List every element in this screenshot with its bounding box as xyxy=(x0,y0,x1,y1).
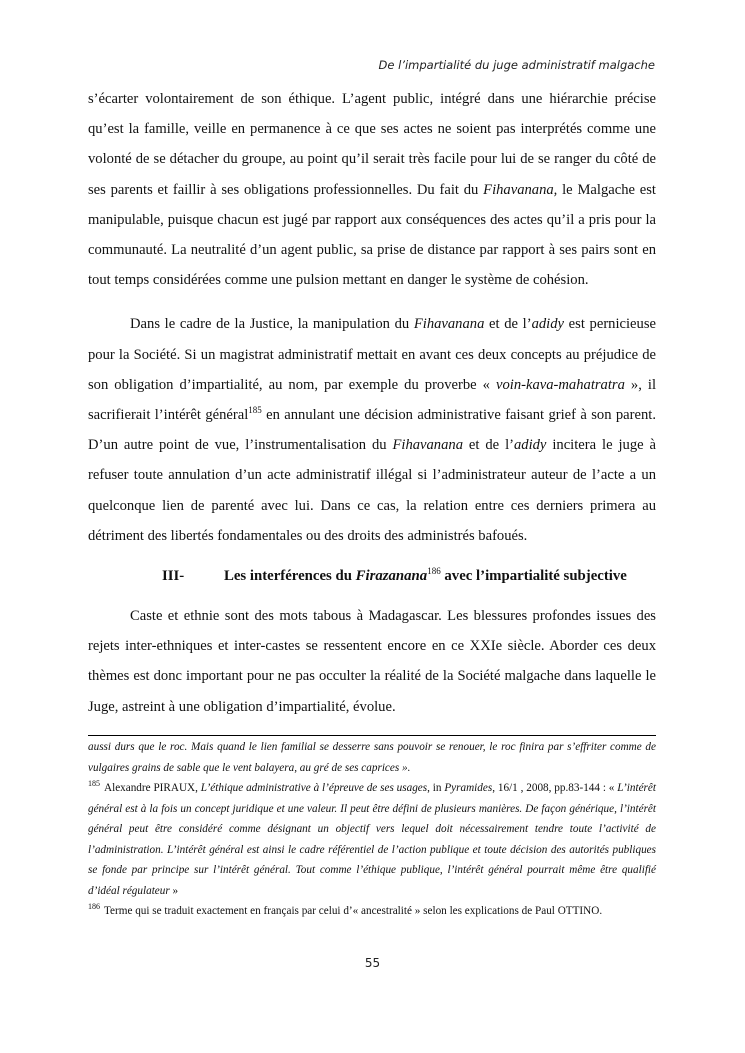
page-number: 55 xyxy=(364,956,381,970)
footnote-ref-185[interactable]: 185 xyxy=(248,405,262,416)
proverb: voin-kava-mahatratra xyxy=(496,376,625,393)
running-header: De l’impartialité du juge administratif malgache xyxy=(378,58,655,72)
paragraph-2: Dans le cadre de la Justice, la manipulation du Fihavanana et de l’adidy est pernicieuse pour la Société. Si un magistrat administratif mettait en avant ces deux concepts au préjudice de son obligation d’impartialité, au nom, par exemple du proverbe « voin-kava-mahatratra », il sacrifierait l’intérêt général$^{185}$ en annulant une décision administrative faisant grief à son parent. D’un autre point de vue, l’instrumentalisation du Fihavanana et de l’adidy incitera le juge à refuser toute annulation d’un acte administratif illégal si l’administrateur auteur de l’acte a un quelconque lien de parenté avec lui. Dans ce cas, la relation entre ces derniers primera au détriment des libertés fondamentales ou des droits des administrés bafoués. xyxy=(88,316,656,544)
paragraph-1: s’écarter volontairement de son éthique. L’agent public, intégré dans une hiérarchie précise qu’est la famille, veille en permanence à ce que ses actes ne soient pas interprétés comme une volonté de se détacher du groupe, au point qu’il serait très facile pour lui de se ranger du côté de ses parents et faillir à ses obligations professionnelles. Du fait du Fihavanana, le Malgache est manipulable, puisque chacun est jugé par rapport aux conséquences des actes qu’il a pris pour la communauté. La neutralité d’un agent public, sa prise de distance par rapport à ses pairs sont en tout temps considérées comme une pulsion mettant en danger le système de cohésion. xyxy=(88,91,656,289)
footnote-continuation: aussi durs que le roc. Mais quand le lien familial se desserre sans pouvoir se renouer, le roc finira par s’effriter comme de vulgaires grains de sable que le vent balayera, au gré de ses caprices ». xyxy=(88,741,656,774)
section-number: III- xyxy=(162,568,185,585)
footnote-separator xyxy=(88,735,656,736)
section-title: Les interférences du Firazanana$^{186}$ avec l’impartialité subjective xyxy=(224,566,627,585)
footnotes xyxy=(88,737,656,922)
term-fihavanana: Fihavanana xyxy=(413,316,485,333)
footnote-186: $^{186}$ Terme qui se traduit exactement en français par celui d’« ancestralité » selon les explications de Paul OTTINO. xyxy=(88,902,603,917)
term-adidy: adidy xyxy=(531,316,565,333)
body-text xyxy=(88,84,656,722)
footnote-185: $^{185}$ Alexandre PIRAUX, L’éthique administrative à l’épreuve de ses usages, in Pyramides, 16/1 , 2008, pp.83-144 : « L’intérêt général est à la fois un concept juridique et une valeur. Il peut être défini de plusieurs manières. De façon générique, l’intérêt général peut être considéré comme désignant un objectif vers lequel doit nécessairement tendre toute l’activité de l’administration. L’intérêt général est ainsi le cadre référentiel de l’action publique et toute décision des autorités publiques se fonde par principe sur l’intérêt général. Tout comme l’éthique publique, l’intérêt général pourrait même être qualifié d’idéal régulateur » xyxy=(88,779,656,897)
term-fihavanana: Fihavanana xyxy=(392,437,463,454)
term-fihavanana: Fihavanana, xyxy=(483,181,558,198)
term-adidy: adidy xyxy=(513,437,547,454)
paragraph-3: Caste et ethnie sont des mots tabous à Madagascar. Les blessures profondes issues des rejets inter-ethniques et inter-castes se ressentent encore en ce XXIe siècle. Aborder ces deux thèmes est donc important pour ne pas occulter la réalité de la Société malgache dans laquelle le Juge, astreint à une obligation d’impartialité, évolue. xyxy=(88,608,656,715)
section-heading xyxy=(88,561,656,591)
footnote-ref-186[interactable]: 186 xyxy=(427,566,441,577)
